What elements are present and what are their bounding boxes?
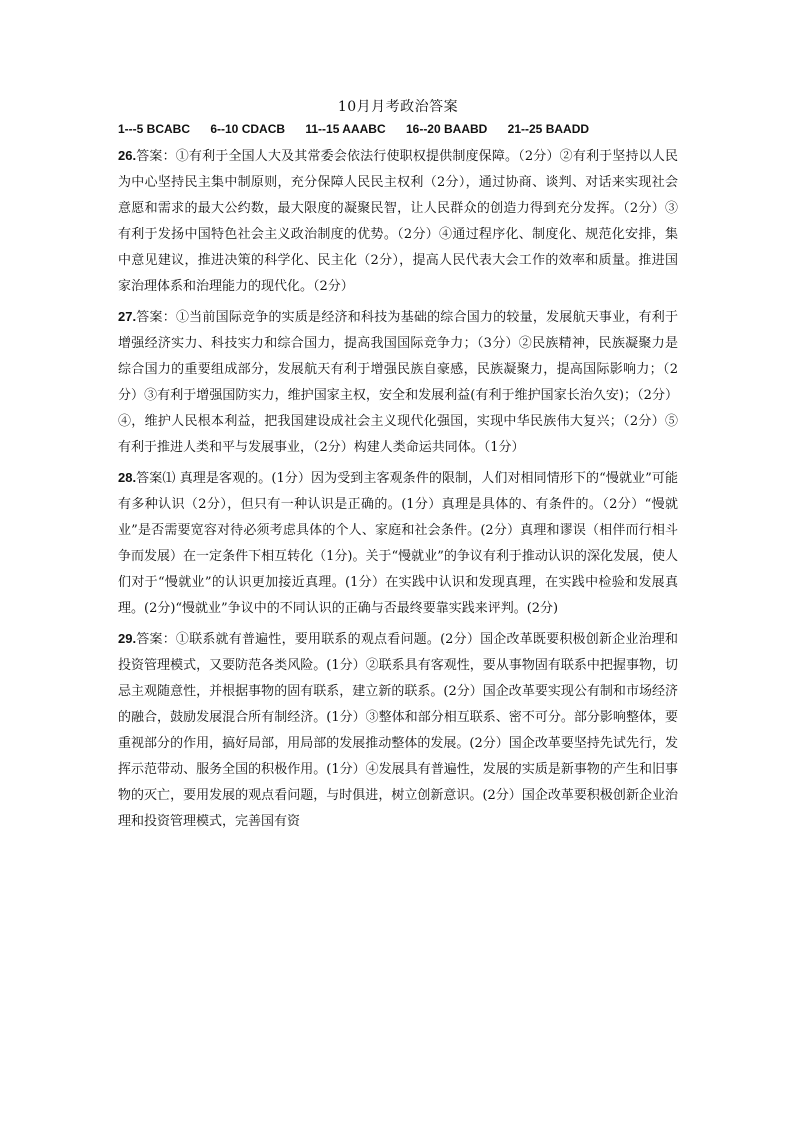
question-number-26: 26.	[118, 148, 137, 163]
question-number-27: 27.	[118, 309, 137, 324]
answer-26	[118, 143, 678, 300]
answer-29	[118, 626, 678, 835]
answer-sheet	[118, 97, 678, 839]
page-title: 10月月考政治答案	[337, 99, 459, 115]
multiple-choice-answer-key	[118, 119, 678, 139]
answer-28	[118, 465, 678, 622]
question-number-28: 28.	[118, 470, 137, 485]
answer-27-text: 答案：①当前国际竞争的实质是经济和科技为基础的综合国力的较量，发展航天事业，有利于增强经济实力、科技实力和综合国力，提高我国国际竞争力；（3分）②民族精神，民族凝聚力是综合国力的重要组成部分，发展航天有利于增强民族自豪感，民族凝聚力，提高国际影响力；（2分）③有利于增强国防实力，维护国家主权，安全和发展利益(有利于维护国家长治久安)；（2分）④，维护人民根本利益，把我国建设成社会主义现代化强国，实现中华民族伟大复兴；（2分）⑤有利于推进人类和平与发展事业，（2分）构建人类命运共同体。（1分）	[118, 310, 678, 455]
answer-27	[118, 304, 678, 461]
answer-key-group-1-5: 1---5 BCABC	[118, 122, 190, 136]
answer-key-group-6-10: 6--10 CDACB	[210, 122, 286, 136]
answer-key-group-16-20: 16--20 BAABD	[405, 122, 488, 136]
answer-26-text: 答案：①有利于全国人大及其常委会依法行使职权提供制度保障。（2分）②有利于坚持以人民为中心坚持民主集中制原则，充分保障人民民主权利（2分），通过协商、谈判、对话来实现社会意愿和需求的最大公约数，最大限度的凝聚民智，让人民群众的创造力得到充分发挥。（2分）③有利于发扬中国特色社会主义政治制度的优势。（2分）④通过程序化、制度化、规范化安排，集中意见建议，推进决策的科学化、民主化（2分），提高人民代表大会工作的效率和质量。推进国家治理体系和治理能力的现代化。（2分）	[118, 149, 678, 294]
answer-28-text: 答案⑴ 真理是客观的。(1分）因为受到主客观条件的限制，人们对相同情形下的“慢就业”可能有多种认识（2分），但只有一种认识是正确的。(1分）真理是具体的、有条件的。（2分）“慢就业”是否需要宽容对待必须考虑具体的个人、家庭和社会条件。(2分）真理和谬误（相伴而行相斗争而发展）在一定条件下相互转化（1分)。关于“慢就业”的争议有利于推动认识的深化发展，使人们对于“慢就业”的认识更加接近真理。(1分）在实践中认识和发现真理，在实践中检验和发展真理。(2分)“慢就业”争议中的不同认识的正确与否最终要靠实践来评判。(2分)	[118, 471, 678, 616]
answer-29-text: 答案：①联系就有普遍性，要用联系的观点看问题。(2分）国企改革既要积极创新企业治理和投资管理模式，又要防范各类风险。(1分）②联系具有客观性，要从事物固有联系中把握事物，切忌主观随意性，并根据事物的固有联系，建立新的联系。(2分）国企改革要实现公有制和市场经济的融合，鼓励发展混合所有制经济。(1分）③整体和部分相互联系、密不可分。部分影响整体，要重视部分的作用，搞好局部，用局部的发展推动整体的发展。(2分）国企改革要坚持先试先行，发挥示范带动、服务全国的积极作用。(1分）④发展具有普遍性，发展的实质是新事物的产生和旧事物的灭亡，要用发展的观点看问题，与时俱进，树立创新意识。(2分）国企改革要积极创新企业治理和投资管理模式，完善国有资	[118, 632, 678, 829]
question-number-29: 29.	[118, 631, 137, 646]
answer-key-group-11-15: 11--15 AAABC	[305, 122, 386, 136]
answer-key-group-21-25: 21--25 BAADD	[507, 122, 590, 136]
